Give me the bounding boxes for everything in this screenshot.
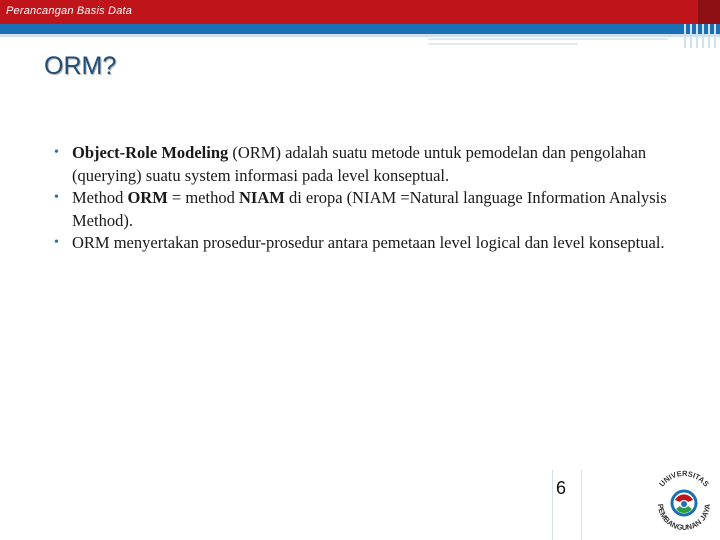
- bullet-text: ORM menyertakan prosedur-prosedur antara pemetaan level logical dan level konseptual.: [72, 233, 665, 252]
- bullet-item: [54, 187, 694, 232]
- bullet-item: [54, 232, 694, 255]
- logo-bottom-text: PEMBANGUNAN JAYA: [655, 503, 713, 533]
- bullet-text: (ORM) adalah suatu metode untuk pemodelan dan pengolahan (querying) suatu system informasi pada level konseptual.: [72, 143, 647, 185]
- header-blue-band: [0, 24, 720, 34]
- course-title: Perancangan Basis Data: [6, 5, 133, 17]
- logo-top-text: UNIVERSITAS: [657, 468, 711, 489]
- bullet-text: di eropa (NIAM =Natural language Information Analysis Method).: [72, 188, 667, 230]
- header-vertical-bars: [680, 24, 720, 48]
- logo-center: [681, 501, 687, 507]
- slide-title: ORM?: [44, 52, 117, 80]
- bullet-item: [54, 142, 694, 187]
- bullet-bold-text: ORM: [127, 188, 168, 207]
- bullet-bold-text: NIAM: [238, 188, 285, 207]
- bullet-bold-text: Object-Role Modeling: [72, 143, 229, 162]
- bullet-list: [54, 142, 694, 255]
- header-bar: [0, 0, 720, 24]
- bullet-text: = method: [167, 188, 239, 207]
- header-stripe: [428, 38, 668, 40]
- header-stripe: [428, 43, 578, 45]
- header-accent: [698, 0, 720, 24]
- bullet-text: Method: [72, 188, 128, 207]
- page-number: 6: [556, 478, 567, 498]
- university-logo: [648, 460, 720, 540]
